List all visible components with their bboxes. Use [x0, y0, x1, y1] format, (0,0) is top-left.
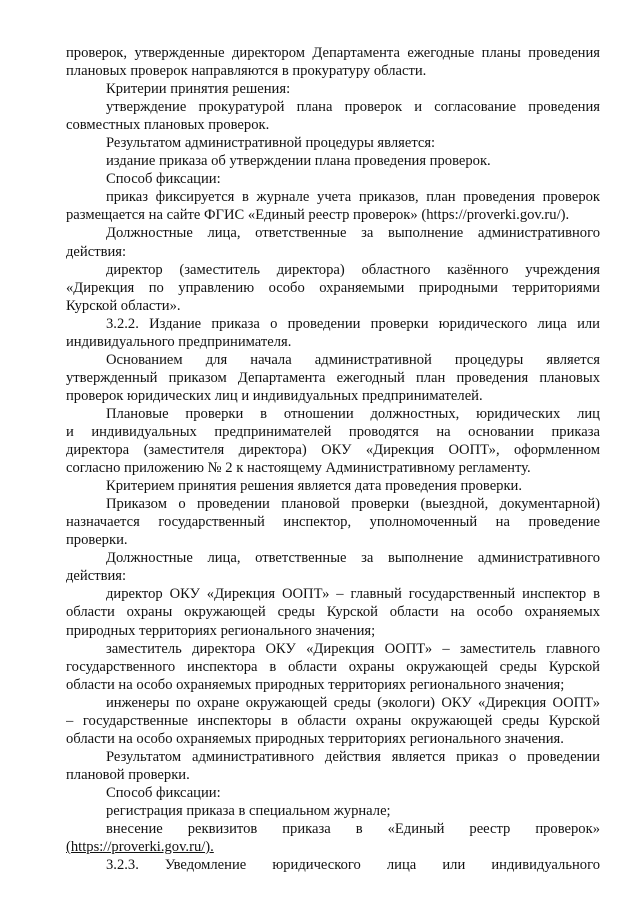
- text-line: директора (заместителя директора) ОКУ «Дирекция ООПТ», оформленном: [66, 442, 600, 459]
- text-line: области охраны окружающей среды Курской области на особо охраняемых: [66, 604, 600, 621]
- section-heading-3-2-2: 3.2.2. Издание приказа о проведении проверки юридического лица или: [106, 315, 600, 332]
- text-line: проверок юридических лиц и индивидуальных предпринимателей.: [66, 387, 483, 404]
- text-line: Критерии принятия решения:: [106, 81, 291, 98]
- text-line: Плановые проверки в отношении должностных, юридических лиц: [106, 405, 600, 422]
- text-line: назначается государственный инспектор, уполномоченный на проведение: [66, 514, 600, 531]
- text-line: Приказом о проведении плановой проверки (выездной, документарной): [106, 496, 600, 513]
- text-line: приказ фиксируется в журнале учета приказов, план проведения проверок: [106, 189, 600, 206]
- text-line: плановой проверки.: [66, 766, 190, 783]
- text-line: природных территориях регионального значения;: [66, 622, 376, 639]
- registry-link[interactable]: (https://proverki.gov.ru/).: [66, 839, 214, 856]
- text-line: области на особо охраняемых природных территориях регионального значения;: [66, 676, 565, 693]
- text-line: действия:: [66, 568, 127, 585]
- text-line: издание приказа об утверждении плана проведения проверок.: [106, 153, 491, 170]
- text-line: размещается на сайте ФГИС «Единый реестр проверок» (https://proverki.gov.ru/).: [66, 207, 570, 224]
- text-line: государственного инспектора в области охраны окружающей среды Курской: [66, 658, 600, 675]
- text-line: Должностные лица, ответственные за выполнение административного: [106, 550, 600, 567]
- text-line: директор ОКУ «Дирекция ООПТ» – главный государственный инспектор в: [106, 586, 600, 603]
- text-line: области на особо охраняемых природных территориях регионального значения.: [66, 730, 564, 747]
- text-line: Курской области».: [66, 297, 181, 314]
- text-line: – государственные инспекторы в области охраны окружающей среды Курской: [66, 712, 600, 729]
- document-body: [66, 44, 600, 874]
- text-line: согласно приложению № 2 к настоящему Административному регламенту.: [66, 460, 531, 477]
- text-line: внесение реквизитов приказа в «Единый реестр проверок»: [106, 821, 600, 838]
- text-line: Способ фиксации:: [106, 784, 221, 801]
- text-line: утвержденный приказом Департамента ежегодный план проведения плановых: [66, 369, 600, 386]
- text-line: директор (заместитель директора) областного казённого учреждения: [106, 261, 600, 278]
- text-line: утверждение прокуратурой плана проверок и согласование проведения: [106, 99, 600, 116]
- text-line: Результатом административного действия является приказ о проведении: [106, 748, 600, 765]
- text-line: совместных плановых проверок.: [66, 117, 270, 134]
- text-line: проверки.: [66, 532, 128, 549]
- text-line: и индивидуальных предпринимателей проводятся на основании приказа: [66, 423, 600, 440]
- text-line: проверок, утвержденные директором Департамента ежегодные планы проведения: [66, 45, 600, 61]
- text-line: Результатом административной процедуры является:: [106, 135, 436, 152]
- text-line: «Дирекция по управлению особо охраняемыми природными территориями: [66, 279, 600, 296]
- text-line: плановых проверок направляются в прокуратуру области.: [66, 63, 427, 80]
- text-line: индивидуального предпринимателя.: [66, 333, 292, 350]
- text-line: заместитель директора ОКУ «Дирекция ООПТ» – заместитель главного: [106, 640, 600, 657]
- text-line: действия:: [66, 243, 127, 260]
- section-heading-3-2-3: 3.2.3. Уведомление юридического лица или индивидуального: [106, 857, 600, 874]
- text-line: регистрация приказа в специальном журнале;: [106, 802, 391, 819]
- text-line: Должностные лица, ответственные за выполнение административного: [106, 225, 600, 242]
- text-line: Основанием для начала административной процедуры является: [106, 351, 600, 368]
- text-line: Критерием принятия решения является дата проведения проверки.: [106, 478, 523, 495]
- text-line: инженеры по охране окружающей среды (экологи) ОКУ «Дирекция ООПТ»: [106, 694, 600, 711]
- text-line: Способ фиксации:: [106, 171, 221, 188]
